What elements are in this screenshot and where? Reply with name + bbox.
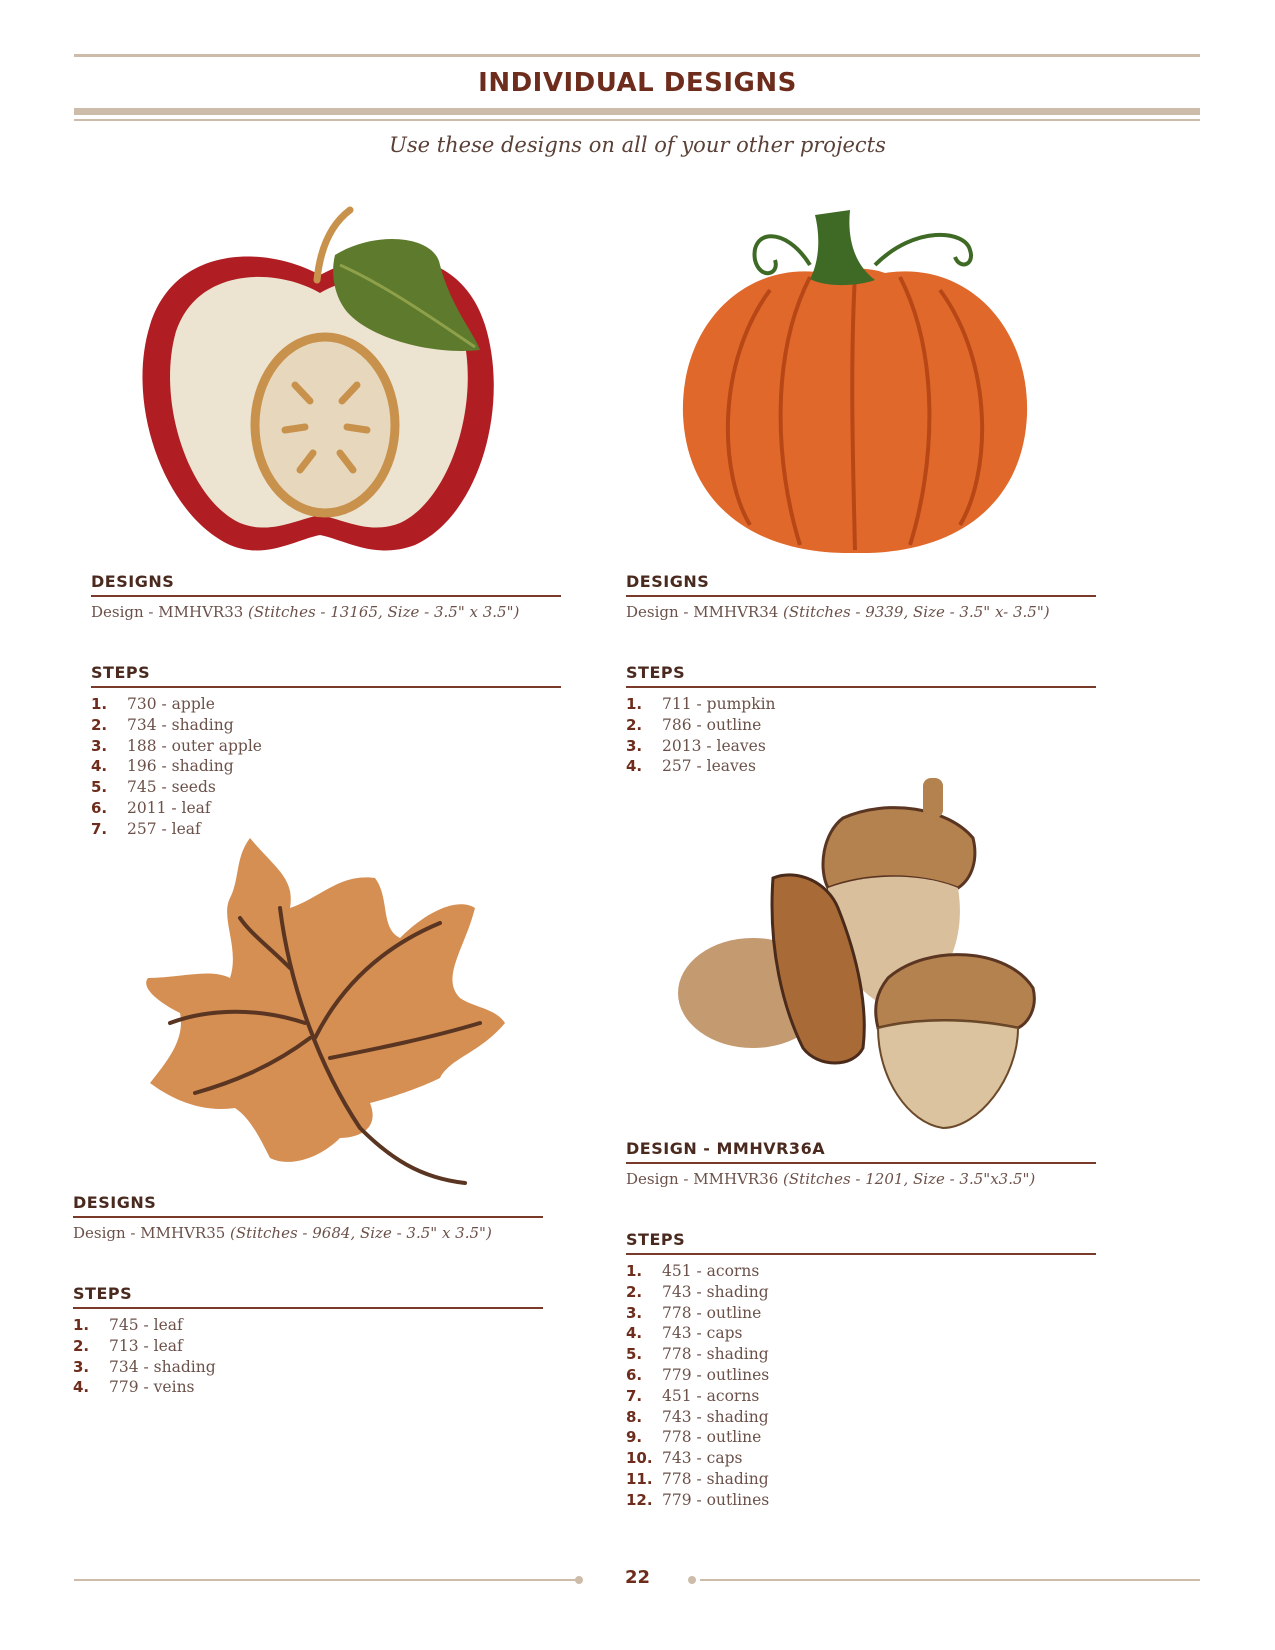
step-number: 11. xyxy=(626,1469,653,1488)
design-detail: (Stitches - 1201, Size - 3.5"x3.5") xyxy=(783,1170,1036,1188)
step-number: 8. xyxy=(626,1407,643,1426)
step-number: 1. xyxy=(626,1262,643,1280)
step-text: 743 - shading xyxy=(662,1407,769,1426)
step-text: 196 - shading xyxy=(127,757,234,776)
list-item xyxy=(73,1377,543,1398)
designs-header: DESIGNS xyxy=(91,572,561,597)
step-text: 778 - shading xyxy=(662,1345,769,1364)
list-item xyxy=(91,694,561,715)
list-item xyxy=(91,798,561,819)
step-text: 188 - outer apple xyxy=(127,736,262,755)
steps-header: STEPS xyxy=(73,1284,543,1309)
title-rule-thick xyxy=(74,108,1200,115)
step-number: 1. xyxy=(91,695,108,713)
step-number: 6. xyxy=(91,798,108,817)
list-item xyxy=(626,694,1096,715)
list-item xyxy=(626,1407,1096,1428)
step-text: 778 - outline xyxy=(662,1428,762,1447)
step-number: 3. xyxy=(626,736,643,755)
list-item xyxy=(626,1448,1096,1469)
design-code: Design - MMHVR33 xyxy=(91,603,249,621)
page-title: INDIVIDUAL DESIGNS xyxy=(478,68,797,98)
step-number: 4. xyxy=(73,1378,90,1397)
steps-header: STEPS xyxy=(91,663,561,688)
steps-list xyxy=(626,1261,1096,1511)
design-block-leaf xyxy=(73,1193,543,1398)
pumpkin-embroidery xyxy=(675,205,1035,565)
step-number: 10. xyxy=(626,1449,653,1468)
step-text: 779 - veins xyxy=(109,1378,195,1397)
step-number: 1. xyxy=(73,1316,90,1334)
design-code: Design - MMHVR35 xyxy=(73,1224,231,1242)
step-text: 745 - seeds xyxy=(127,778,216,797)
design-description xyxy=(91,603,561,621)
step-text: 451 - acorns xyxy=(662,1386,760,1405)
design-block-acorns xyxy=(626,1139,1096,1511)
step-number: 2. xyxy=(626,715,643,734)
list-item xyxy=(626,1344,1096,1365)
page-subtitle: Use these designs on all of your other projects xyxy=(389,133,886,157)
apple-embroidery xyxy=(135,205,505,560)
design-description xyxy=(626,1170,1096,1188)
design-code: Design - MMHVR36 xyxy=(626,1170,784,1188)
step-number: 1. xyxy=(626,695,643,713)
footer-rule-right xyxy=(700,1579,1200,1581)
step-number: 2. xyxy=(73,1336,90,1355)
design-detail: (Stitches - 13165, Size - 3.5" x 3.5") xyxy=(248,603,520,621)
steps-header: STEPS xyxy=(626,1230,1096,1255)
step-number: 2. xyxy=(626,1282,643,1301)
design-block-apple xyxy=(91,572,561,840)
step-number: 5. xyxy=(91,778,108,797)
step-text: 730 - apple xyxy=(127,695,215,713)
step-text: 257 - leaf xyxy=(127,819,201,838)
steps-list xyxy=(626,694,1096,777)
step-text: 786 - outline xyxy=(662,715,762,734)
step-number: 3. xyxy=(626,1303,643,1322)
title-rule-thin xyxy=(74,119,1200,121)
step-number: 12. xyxy=(626,1490,653,1509)
list-item xyxy=(626,1490,1096,1511)
step-text: 734 - shading xyxy=(109,1357,216,1376)
list-item xyxy=(91,756,561,777)
list-item xyxy=(626,736,1096,757)
list-item xyxy=(626,1386,1096,1407)
step-number: 3. xyxy=(73,1357,90,1376)
design-detail: (Stitches - 9684, Size - 3.5" x 3.5") xyxy=(230,1224,492,1242)
step-text: 745 - leaf xyxy=(109,1316,183,1334)
list-item xyxy=(91,819,561,840)
design-block-pumpkin xyxy=(626,572,1096,777)
step-text: 778 - outline xyxy=(662,1303,762,1322)
list-item xyxy=(626,1303,1096,1324)
step-text: 451 - acorns xyxy=(662,1262,760,1280)
steps-list xyxy=(73,1315,543,1398)
page-number: 22 xyxy=(624,1567,651,1588)
step-text: 779 - outlines xyxy=(662,1490,770,1509)
designs-header: DESIGNS xyxy=(626,572,1096,597)
list-item xyxy=(73,1357,543,1378)
step-text: 2013 - leaves xyxy=(662,736,766,755)
footer-dot-right xyxy=(688,1576,696,1584)
step-number: 7. xyxy=(626,1386,643,1405)
step-number: 5. xyxy=(626,1345,643,1364)
design-description xyxy=(626,603,1096,621)
step-number: 9. xyxy=(626,1428,643,1447)
step-number: 3. xyxy=(91,736,108,755)
step-number: 4. xyxy=(626,757,643,776)
list-item xyxy=(626,1323,1096,1344)
step-number: 2. xyxy=(91,715,108,734)
designs-header: DESIGN - MMHVR36A xyxy=(626,1139,1096,1164)
list-item xyxy=(73,1336,543,1357)
step-text: 743 - shading xyxy=(662,1282,769,1301)
step-text: 713 - leaf xyxy=(109,1336,183,1355)
designs-header: DESIGNS xyxy=(73,1193,543,1218)
step-number: 4. xyxy=(626,1324,643,1343)
step-text: 743 - caps xyxy=(662,1324,743,1343)
list-item xyxy=(91,777,561,798)
list-item xyxy=(626,1469,1096,1490)
step-number: 6. xyxy=(626,1365,643,1384)
step-text: 2011 - leaf xyxy=(127,798,211,817)
top-rule xyxy=(74,54,1200,57)
list-item xyxy=(626,1427,1096,1448)
step-number: 7. xyxy=(91,819,108,838)
list-item xyxy=(626,715,1096,736)
step-text: 743 - caps xyxy=(662,1449,743,1468)
step-text: 779 - outlines xyxy=(662,1365,770,1384)
list-item xyxy=(91,715,561,736)
step-number: 4. xyxy=(91,757,108,776)
list-item xyxy=(626,1261,1096,1282)
steps-list xyxy=(91,694,561,840)
step-text: 734 - shading xyxy=(127,715,234,734)
step-text: 257 - leaves xyxy=(662,757,756,776)
acorns-embroidery xyxy=(678,778,1043,1133)
list-item xyxy=(91,736,561,757)
list-item xyxy=(626,1282,1096,1303)
step-text: 778 - shading xyxy=(662,1469,769,1488)
maple-leaf-embroidery xyxy=(140,838,510,1198)
design-code: Design - MMHVR34 xyxy=(626,603,784,621)
step-text: 711 - pumpkin xyxy=(662,695,776,713)
design-description xyxy=(73,1224,543,1242)
steps-header: STEPS xyxy=(626,663,1096,688)
list-item xyxy=(73,1315,543,1336)
list-item xyxy=(626,1365,1096,1386)
design-detail: (Stitches - 9339, Size - 3.5" x- 3.5") xyxy=(783,603,1050,621)
list-item xyxy=(626,756,1096,777)
